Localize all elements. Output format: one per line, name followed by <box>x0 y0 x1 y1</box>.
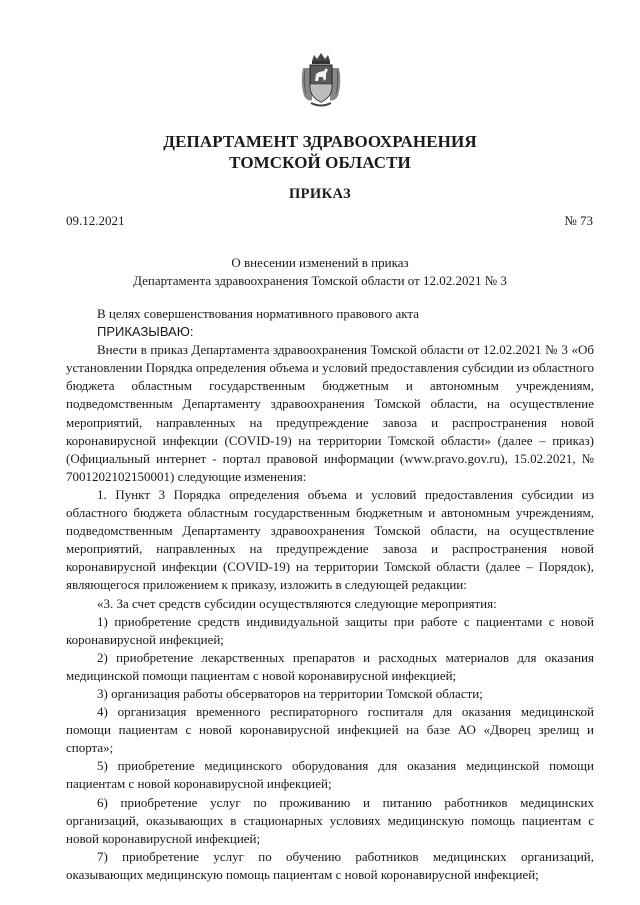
list-item: 4) организация временного респираторного госпиталя для оказания медицинской помощи пациентам с новой коронавирусной инфекцией на базе АО «Дворец зрелищ и спорта»; <box>66 704 594 756</box>
paragraph: Внести в приказ Департамента здравоохранения Томской области от 12.02.2021 № 3 «Об установлении Порядка определения объема и условий предоставления субсидии из областного бюджета областным государственным бюджетным и автономным учреждениям, подведомственным Департаменту здравоохранения Томской области, на осуществление мероприятий, направленных на предупреждение завоза и распространения новой коронавирусной инфекции (COVID-19) на территории Томской области» (далее – приказ) (Официальный интернет - портал правовой информации (www.pravo.gov.ru), 15.02.2021, № 7001202102150001) следующие изменения: <box>66 342 594 484</box>
list-item: 6) приобретение услуг по проживанию и питанию работников медицинских организаций, оказывающих в стационарных условиях медицинскую помощь пациентам с новой коронавирусной инфекцией; <box>66 794 594 846</box>
list-item: 1) приобретение средств индивидуальной защиты при работе с пациентами с новой коронавирусной инфекцией; <box>66 613 594 647</box>
paragraph: «3. За счет средств субсидии осуществляются следующие мероприятия: <box>97 595 497 611</box>
subject-line-1: О внесении изменений в приказ <box>231 255 409 270</box>
document-body <box>66 305 594 884</box>
document-type: ПРИКАЗ <box>288 186 352 202</box>
document-number: № 73 <box>564 213 593 228</box>
preamble: В целях совершенствования нормативного правового акта <box>97 306 420 321</box>
list-item: 7) приобретение услуг по обучению работников медицинских организаций, оказывающих медицинскую помощь пациентам с новой коронавирусной инфекцией; <box>66 848 594 882</box>
list-item: 3) организация работы обсерваторов на территории Томской области; <box>97 685 483 701</box>
list-item: 5) приобретение медицинского оборудования для оказания медицинской помощи пациентам с новой коронавирусной инфекцией; <box>66 758 594 792</box>
order-word: ПРИКАЗЫВАЮ: <box>97 324 194 340</box>
coat-of-arms-emblem <box>299 52 343 108</box>
document-date: 09.12.2021 <box>66 213 125 228</box>
list-item: 2) приобретение лекарственных препаратов и расходных материалов для оказания медицинской помощи пациентам с новой коронавирусной инфекцией; <box>66 649 594 683</box>
department-title-line-1: ДЕПАРТАМЕНТ ЗДРАВООХРАНЕНИЯ <box>163 132 477 151</box>
department-title-line-2: ТОМСКОЙ ОБЛАСТИ <box>229 153 411 172</box>
subject-line-2: Департамента здравоохранения Томской области от 12.02.2021 № 3 <box>133 273 507 288</box>
paragraph: 1. Пункт 3 Порядка определения объема и условий предоставления субсидии из областного бюджета областным государственным бюджетным и автономным учреждениям, подведомственным Департаменту здравоохранения Томской области, на осуществление мероприятий, направленных на предупреждение завоза и распространения новой коронавирусной инфекции (COVID-19) на территории Томской области (далее – Порядок), являющегося приложением к приказу, изложить в следующей редакции: <box>66 486 594 593</box>
